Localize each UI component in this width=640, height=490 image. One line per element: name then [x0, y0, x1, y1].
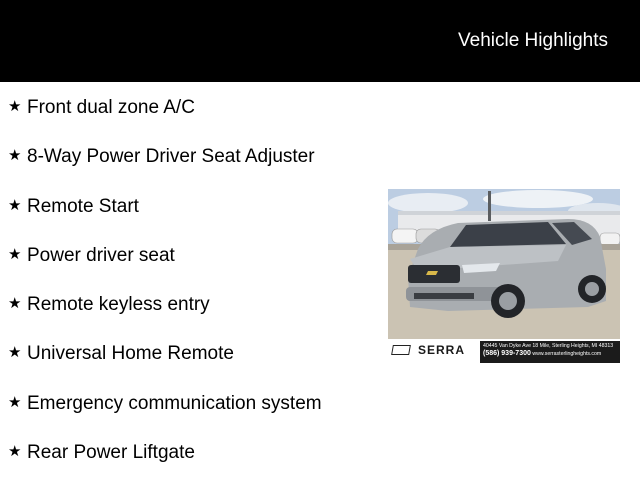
list-item — [8, 244, 322, 293]
feature-label: 8-Way Power Driver Seat Adjuster — [27, 146, 315, 168]
feature-label: Power driver seat — [27, 244, 175, 266]
star-icon: ★ — [8, 393, 22, 411]
list-item — [8, 392, 322, 441]
vehicle-photo — [388, 189, 620, 365]
star-icon: ★ — [8, 344, 22, 362]
page-title: Vehicle Highlights — [458, 30, 608, 51]
list-item — [8, 96, 322, 145]
dealer-website: www.serrasterlingheights.com — [532, 351, 602, 357]
chevrolet-bowtie-icon — [391, 345, 411, 355]
dealer-phone: (586) 939-7300 — [483, 350, 531, 357]
list-item — [8, 195, 322, 244]
feature-label: Remote keyless entry — [27, 294, 210, 316]
list-item — [8, 441, 322, 490]
feature-list — [8, 96, 322, 490]
star-icon: ★ — [8, 443, 22, 461]
feature-label: Universal Home Remote — [27, 343, 234, 365]
list-item — [8, 293, 322, 342]
vehicle-image — [388, 189, 620, 339]
feature-label: Front dual zone A/C — [27, 97, 195, 118]
star-icon: ★ — [8, 245, 22, 263]
dealer-contact — [480, 341, 620, 363]
header-bar — [0, 0, 640, 82]
list-item — [8, 342, 322, 391]
star-icon: ★ — [8, 196, 22, 214]
dealer-address: 40445 Van Dyke Ave 18 Mile, Sterling Heights, MI 48313 — [483, 343, 614, 349]
dealer-logo: SERRA — [418, 343, 466, 357]
dealer-banner — [388, 339, 620, 365]
list-item — [8, 145, 322, 194]
star-icon: ★ — [8, 98, 22, 115]
feature-label: Rear Power Liftgate — [27, 442, 195, 464]
star-icon: ★ — [8, 147, 22, 165]
star-icon: ★ — [8, 295, 22, 313]
feature-label: Emergency communication system — [27, 392, 322, 414]
feature-label: Remote Start — [27, 195, 139, 217]
